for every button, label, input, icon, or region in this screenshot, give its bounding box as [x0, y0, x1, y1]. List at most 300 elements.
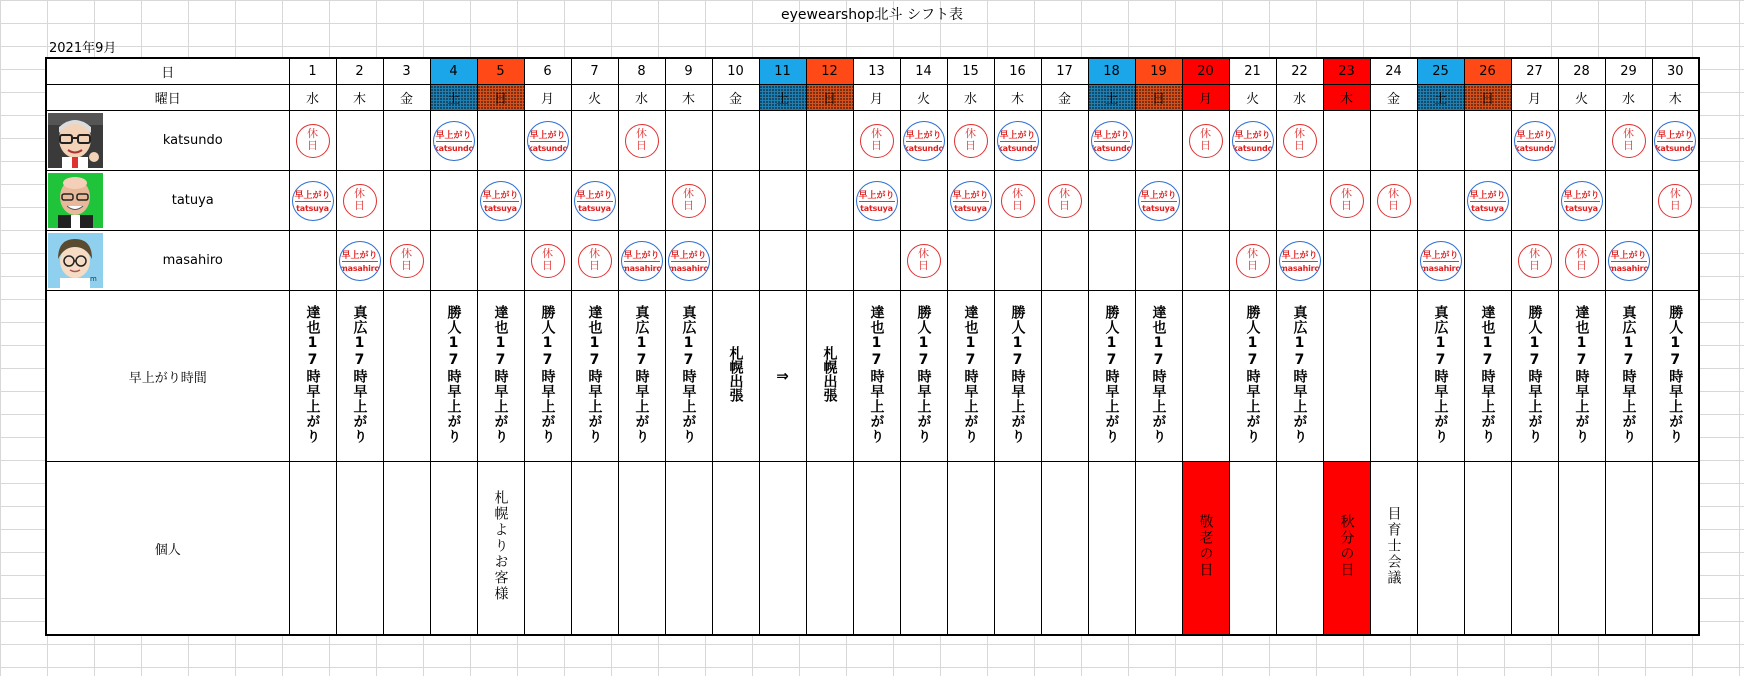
early-leave-text: 勝人17時早上がり	[1103, 304, 1120, 444]
stamp-text: 休	[354, 186, 365, 200]
early-leave-text: 達也17時早上がり	[304, 304, 321, 444]
shift-cell[interactable]	[947, 171, 994, 231]
shift-cell[interactable]	[947, 231, 994, 291]
date-cell-12[interactable]: 12	[806, 58, 853, 85]
date-cell-14[interactable]: 14	[900, 58, 947, 85]
shift-cell[interactable]	[1417, 231, 1464, 291]
date-cell-7[interactable]: 7	[571, 58, 618, 85]
shift-cell[interactable]	[383, 171, 430, 231]
stamp-text: 早上がり	[623, 250, 660, 261]
date-cell-27[interactable]: 27	[1511, 58, 1558, 85]
stamp-text: 日	[354, 198, 365, 212]
stamp-text: 日	[1341, 198, 1352, 212]
date-cell-25[interactable]: 25	[1417, 58, 1464, 85]
personal-cell[interactable]	[665, 462, 712, 636]
stamp-text: 休	[871, 126, 882, 140]
shift-cell[interactable]	[1323, 231, 1370, 291]
early-leave-cell[interactable]	[806, 291, 853, 462]
shift-cell[interactable]	[712, 171, 759, 231]
stamp-text: masahiro	[668, 263, 709, 273]
date-cell-3[interactable]: 3	[383, 58, 430, 85]
shift-cell[interactable]	[1464, 111, 1511, 171]
shift-cell[interactable]	[289, 231, 336, 291]
staff-label-tatuya[interactable]	[46, 171, 289, 231]
weekday-cell-2[interactable]: 木	[336, 85, 383, 111]
stamp-text: 休	[542, 246, 553, 260]
stamp-divider	[342, 261, 378, 262]
shift-cell[interactable]	[477, 231, 524, 291]
shift-cell[interactable]	[1370, 171, 1417, 231]
early-leave-cell[interactable]	[1464, 291, 1511, 462]
shift-cell[interactable]	[712, 111, 759, 171]
early-leave-stamp-icon	[997, 121, 1039, 161]
early-leave-cell[interactable]	[289, 291, 336, 462]
date-cell-22[interactable]: 22	[1276, 58, 1323, 85]
early-leave-stamp-icon	[480, 181, 522, 221]
date-cell-1[interactable]: 1	[289, 58, 336, 85]
weekday-cell-19[interactable]: 日	[1135, 85, 1182, 111]
shift-cell[interactable]	[665, 111, 712, 171]
shift-cell[interactable]	[900, 171, 947, 231]
stamp-text: 日	[965, 138, 976, 152]
early-leave-stamp-icon	[903, 121, 945, 161]
shift-cell[interactable]	[571, 111, 618, 171]
weekday-cell-27[interactable]: 月	[1511, 85, 1558, 111]
shift-cell[interactable]	[336, 171, 383, 231]
personal-cell[interactable]	[1323, 462, 1370, 636]
staff-name: katsundo	[162, 133, 223, 148]
shift-cell[interactable]	[1652, 111, 1699, 171]
personal-cell[interactable]	[900, 462, 947, 636]
personal-cell[interactable]	[1229, 462, 1276, 636]
personal-cell[interactable]	[759, 462, 806, 636]
date-cell-23[interactable]: 23	[1323, 58, 1370, 85]
early-leave-cell[interactable]	[853, 291, 900, 462]
date-cell-13[interactable]: 13	[853, 58, 900, 85]
date-cell-18[interactable]: 18	[1088, 58, 1135, 85]
date-cell-9[interactable]: 9	[665, 58, 712, 85]
weekday-cell-9[interactable]: 木	[665, 85, 712, 111]
personal-cell[interactable]	[994, 462, 1041, 636]
weekday-cell-5[interactable]: 日	[477, 85, 524, 111]
shift-cell[interactable]	[1511, 111, 1558, 171]
stamp-text: 休	[683, 186, 694, 200]
shift-cell[interactable]	[289, 111, 336, 171]
early-leave-cell[interactable]	[1417, 291, 1464, 462]
stamp-text: masahiro	[339, 263, 380, 273]
early-leave-text: 勝人17時早上がり	[1009, 304, 1026, 444]
early-leave-stamp-icon	[292, 181, 334, 221]
day-off-stamp-icon	[1283, 124, 1317, 158]
stamp-text: 日	[542, 258, 553, 272]
early-leave-cell[interactable]	[618, 291, 665, 462]
date-cell-10[interactable]: 10	[712, 58, 759, 85]
early-leave-cell[interactable]	[1652, 291, 1699, 462]
weekday-cell-28[interactable]: 火	[1558, 85, 1605, 111]
early-leave-cell[interactable]	[383, 291, 430, 462]
day-off-stamp-icon	[1330, 184, 1364, 218]
early-leave-cell[interactable]	[947, 291, 994, 462]
shift-cell[interactable]	[336, 231, 383, 291]
shift-cell[interactable]	[477, 171, 524, 231]
shift-cell[interactable]	[618, 171, 665, 231]
stamp-text: 休	[1623, 126, 1634, 140]
early-leave-cell[interactable]	[1605, 291, 1652, 462]
stamp-divider	[1282, 261, 1318, 262]
shift-cell[interactable]	[1605, 231, 1652, 291]
shift-cell[interactable]	[806, 111, 853, 171]
weekday-cell-15[interactable]: 水	[947, 85, 994, 111]
shift-cell[interactable]	[1558, 111, 1605, 171]
early-leave-cell[interactable]	[759, 291, 806, 462]
early-leave-cell[interactable]	[571, 291, 618, 462]
personal-cell[interactable]	[712, 462, 759, 636]
stamp-text: tatsuya	[1471, 203, 1504, 213]
day-off-stamp-icon	[390, 244, 424, 278]
weekday-cell-7[interactable]: 火	[571, 85, 618, 111]
shift-cell[interactable]	[571, 171, 618, 231]
early-leave-text: 達也17時早上がり	[962, 304, 979, 444]
date-cell-21[interactable]: 21	[1229, 58, 1276, 85]
personal-cell[interactable]	[1088, 462, 1135, 636]
shift-cell[interactable]	[1229, 171, 1276, 231]
shift-cell[interactable]	[1041, 111, 1088, 171]
weekday-cell-4[interactable]: 土	[430, 85, 477, 111]
early-leave-cell[interactable]	[994, 291, 1041, 462]
weekday-cell-17[interactable]: 金	[1041, 85, 1088, 111]
shift-cell[interactable]	[524, 171, 571, 231]
shift-cell[interactable]	[806, 171, 853, 231]
personal-cell[interactable]	[289, 462, 336, 636]
shift-cell[interactable]	[1464, 231, 1511, 291]
shift-cell[interactable]	[1323, 111, 1370, 171]
shift-cell[interactable]	[1182, 171, 1229, 231]
early-leave-cell[interactable]	[1370, 291, 1417, 462]
date-cell-5[interactable]: 5	[477, 58, 524, 85]
shift-cell[interactable]	[1135, 171, 1182, 231]
stamp-divider	[1470, 201, 1506, 202]
personal-cell[interactable]	[1605, 462, 1652, 636]
shift-cell[interactable]	[1135, 111, 1182, 171]
weekday-cell-26[interactable]: 日	[1464, 85, 1511, 111]
personal-cell[interactable]	[430, 462, 477, 636]
stamp-text: 休	[1200, 126, 1211, 140]
day-off-stamp-icon	[296, 124, 330, 158]
shift-cell[interactable]	[853, 171, 900, 231]
personal-cell[interactable]	[1417, 462, 1464, 636]
weekday-cell-12[interactable]: 日	[806, 85, 853, 111]
sheet-title: eyewearshop北斗 シフト表	[781, 7, 963, 23]
stamp-text: 日	[1294, 138, 1305, 152]
stamp-divider	[1564, 201, 1600, 202]
early-leave-cell[interactable]	[1511, 291, 1558, 462]
date-cell-2[interactable]: 2	[336, 58, 383, 85]
personal-cell[interactable]	[1182, 462, 1229, 636]
day-off-stamp-icon	[1189, 124, 1223, 158]
early-leave-cell[interactable]	[712, 291, 759, 462]
personal-text: 秋分の日	[1338, 514, 1355, 578]
stamp-divider	[1141, 201, 1177, 202]
stamp-text: 日	[1623, 138, 1634, 152]
date-cell-19[interactable]: 19	[1135, 58, 1182, 85]
shift-cell[interactable]	[1182, 111, 1229, 171]
shift-cell[interactable]	[994, 231, 1041, 291]
stamp-text: 休	[589, 246, 600, 260]
date-cell-20[interactable]: 20	[1182, 58, 1229, 85]
staff-label-katsundo[interactable]	[46, 111, 289, 171]
personal-cell[interactable]	[383, 462, 430, 636]
personal-cell[interactable]	[1135, 462, 1182, 636]
staff-name: tatuya	[171, 193, 214, 208]
personal-cell[interactable]	[477, 462, 524, 636]
shift-cell[interactable]	[1276, 171, 1323, 231]
shift-cell[interactable]	[806, 231, 853, 291]
shift-cell[interactable]	[1605, 111, 1652, 171]
shift-cell[interactable]	[1652, 171, 1699, 231]
stamp-text: 日	[636, 138, 647, 152]
early-leave-stamp-icon	[1608, 241, 1650, 281]
personal-cell[interactable]	[336, 462, 383, 636]
weekday-cell-25[interactable]: 土	[1417, 85, 1464, 111]
early-leave-cell[interactable]	[1276, 291, 1323, 462]
shift-cell[interactable]	[1041, 231, 1088, 291]
early-leave-text: 勝人17時早上がり	[1244, 304, 1261, 444]
weekday-cell-16[interactable]: 木	[994, 85, 1041, 111]
date-cell-15[interactable]: 15	[947, 58, 994, 85]
shift-cell[interactable]	[759, 231, 806, 291]
date-cell-11[interactable]: 11	[759, 58, 806, 85]
personal-cell[interactable]	[1558, 462, 1605, 636]
date-cell-6[interactable]: 6	[524, 58, 571, 85]
date-cell-17[interactable]: 17	[1041, 58, 1088, 85]
shift-cell[interactable]	[759, 171, 806, 231]
staff-label-masahiro[interactable]	[46, 231, 289, 291]
personal-cell[interactable]	[1464, 462, 1511, 636]
shift-cell[interactable]	[1088, 171, 1135, 231]
personal-cell[interactable]	[1276, 462, 1323, 636]
early-leave-cell[interactable]	[1323, 291, 1370, 462]
shift-cell[interactable]	[1135, 231, 1182, 291]
weekday-cell-10[interactable]: 金	[712, 85, 759, 111]
stamp-text: 日	[683, 198, 694, 212]
staff-row-tatuya	[46, 171, 1699, 231]
early-leave-cell[interactable]	[336, 291, 383, 462]
stamp-text: 早上がり	[529, 130, 566, 141]
stamp-text: tatsuya	[1142, 203, 1175, 213]
shift-cell[interactable]	[994, 171, 1041, 231]
early-leave-text: 勝人17時早上がり	[445, 304, 462, 444]
shift-cell[interactable]	[1370, 231, 1417, 291]
early-leave-cell[interactable]	[1135, 291, 1182, 462]
stamp-text: katsundo	[1655, 143, 1696, 153]
stamp-divider	[577, 201, 613, 202]
personal-cell[interactable]	[1652, 462, 1699, 636]
early-leave-stamp-icon	[668, 241, 710, 281]
stamp-text: tatsuya	[860, 203, 893, 213]
shift-cell[interactable]	[524, 231, 571, 291]
stamp-text: katsundo	[903, 143, 944, 153]
shift-cell[interactable]	[947, 111, 994, 171]
shift-cell[interactable]	[665, 231, 712, 291]
early-leave-text: 達也17時早上がり	[1150, 304, 1167, 444]
personal-cell[interactable]	[947, 462, 994, 636]
weekday-cell-11[interactable]: 土	[759, 85, 806, 111]
stamp-text: 休	[1576, 246, 1587, 260]
date-cell-4[interactable]: 4	[430, 58, 477, 85]
shift-cell[interactable]	[1088, 231, 1135, 291]
shift-cell[interactable]	[853, 111, 900, 171]
personal-cell[interactable]	[571, 462, 618, 636]
shift-cell[interactable]	[1464, 171, 1511, 231]
shift-cell[interactable]	[1417, 171, 1464, 231]
shift-cell[interactable]	[1182, 231, 1229, 291]
shift-cell[interactable]	[900, 111, 947, 171]
weekday-cell-14[interactable]: 火	[900, 85, 947, 111]
stamp-text: tatsuya	[296, 203, 329, 213]
early-leave-cell[interactable]	[1041, 291, 1088, 462]
shift-cell[interactable]	[1088, 111, 1135, 171]
day-off-stamp-icon	[907, 244, 941, 278]
shift-cell[interactable]	[289, 171, 336, 231]
weekday-header-label[interactable]: 曜日	[46, 85, 289, 111]
shift-cell[interactable]	[571, 231, 618, 291]
personal-label[interactable]: 個人	[46, 462, 289, 636]
weekday-cell-3[interactable]: 金	[383, 85, 430, 111]
stamp-text: 日	[307, 138, 318, 152]
weekday-cell-24[interactable]: 金	[1370, 85, 1417, 111]
shift-cell[interactable]	[383, 111, 430, 171]
shift-cell[interactable]	[1323, 171, 1370, 231]
shift-cell[interactable]	[759, 111, 806, 171]
stamp-text: 休	[918, 246, 929, 260]
shift-cell[interactable]	[430, 171, 477, 231]
stamp-text: 早上がり	[1140, 190, 1177, 201]
date-cell-29[interactable]: 29	[1605, 58, 1652, 85]
shift-cell[interactable]	[1417, 111, 1464, 171]
shift-cell[interactable]	[665, 171, 712, 231]
weekday-cell-30[interactable]: 木	[1652, 85, 1699, 111]
early-leave-text: 真広17時早上がり	[1291, 304, 1308, 444]
shift-cell[interactable]	[1229, 111, 1276, 171]
shift-cell[interactable]	[994, 111, 1041, 171]
stamp-text: 早上がり	[999, 130, 1036, 141]
early-leave-row	[46, 291, 1699, 462]
personal-cell[interactable]	[1511, 462, 1558, 636]
weekday-cell-8[interactable]: 水	[618, 85, 665, 111]
shift-cell[interactable]	[618, 231, 665, 291]
early-leave-cell[interactable]	[1088, 291, 1135, 462]
shift-cell[interactable]	[1041, 171, 1088, 231]
stamp-text: 早上がり	[1610, 250, 1647, 261]
early-leave-cell[interactable]	[1182, 291, 1229, 462]
early-leave-label[interactable]: 早上がり時間	[46, 291, 289, 462]
early-leave-stamp-icon	[527, 121, 569, 161]
weekday-cell-20[interactable]: 月	[1182, 85, 1229, 111]
early-leave-cell[interactable]	[900, 291, 947, 462]
date-cell-28[interactable]: 28	[1558, 58, 1605, 85]
weekday-cell-1[interactable]: 水	[289, 85, 336, 111]
personal-cell[interactable]	[1041, 462, 1088, 636]
stamp-text: 早上がり	[670, 250, 707, 261]
early-leave-cell[interactable]	[477, 291, 524, 462]
stamp-text: katsundo	[1091, 143, 1132, 153]
early-leave-text: 達也17時早上がり	[586, 304, 603, 444]
weekday-cell-18[interactable]: 土	[1088, 85, 1135, 111]
personal-cell[interactable]	[524, 462, 571, 636]
shift-cell[interactable]	[430, 111, 477, 171]
early-leave-text: ⇒	[776, 367, 789, 385]
shift-cell[interactable]	[1511, 231, 1558, 291]
early-leave-cell[interactable]	[1558, 291, 1605, 462]
shift-cell[interactable]	[1276, 231, 1323, 291]
shift-cell[interactable]	[712, 231, 759, 291]
shift-cell[interactable]	[1276, 111, 1323, 171]
shift-cell[interactable]	[430, 231, 477, 291]
date-header-label[interactable]: 日	[46, 58, 289, 85]
shift-cell[interactable]	[524, 111, 571, 171]
personal-cell[interactable]	[1370, 462, 1417, 636]
stamp-divider	[906, 141, 942, 142]
early-leave-cell[interactable]	[430, 291, 477, 462]
stamp-divider	[859, 201, 895, 202]
shift-cell[interactable]	[1652, 231, 1699, 291]
shift-cell[interactable]	[383, 231, 430, 291]
day-off-stamp-icon	[1048, 184, 1082, 218]
early-leave-cell[interactable]	[524, 291, 571, 462]
stamp-text: 休	[401, 246, 412, 260]
shift-cell[interactable]	[1370, 111, 1417, 171]
early-leave-cell[interactable]	[665, 291, 712, 462]
shift-cell[interactable]	[336, 111, 383, 171]
weekday-cell-22[interactable]: 水	[1276, 85, 1323, 111]
stamp-text: 早上がり	[905, 130, 942, 141]
shift-cell[interactable]	[1229, 231, 1276, 291]
early-leave-text: 真広17時早上がり	[633, 304, 650, 444]
stamp-text: 日	[1388, 198, 1399, 212]
date-cell-26[interactable]: 26	[1464, 58, 1511, 85]
personal-cell[interactable]	[618, 462, 665, 636]
personal-cell[interactable]	[806, 462, 853, 636]
shift-cell[interactable]	[1558, 171, 1605, 231]
stamp-text: 早上がり	[858, 190, 895, 201]
shift-cell[interactable]	[1558, 231, 1605, 291]
date-cell-8[interactable]: 8	[618, 58, 665, 85]
date-cell-16[interactable]: 16	[994, 58, 1041, 85]
date-cell-30[interactable]: 30	[1652, 58, 1699, 85]
weekday-cell-13[interactable]: 月	[853, 85, 900, 111]
early-leave-stamp-icon	[1561, 181, 1603, 221]
shift-cell[interactable]	[1605, 171, 1652, 231]
weekday-cell-6[interactable]: 月	[524, 85, 571, 111]
early-leave-text: 真広17時早上がり	[351, 304, 368, 444]
shift-cell[interactable]	[853, 231, 900, 291]
weekday-cell-29[interactable]: 水	[1605, 85, 1652, 111]
stamp-text: 日	[918, 258, 929, 272]
stamp-divider	[1000, 141, 1036, 142]
early-leave-stamp-icon	[339, 241, 381, 281]
shift-cell[interactable]	[900, 231, 947, 291]
weekday-cell-23[interactable]: 木	[1323, 85, 1370, 111]
early-leave-text: 勝人17時早上がり	[915, 304, 932, 444]
shift-cell[interactable]	[1511, 171, 1558, 231]
personal-cell[interactable]	[853, 462, 900, 636]
date-cell-24[interactable]: 24	[1370, 58, 1417, 85]
shift-cell[interactable]	[618, 111, 665, 171]
stamp-text: 日	[1200, 138, 1211, 152]
weekday-cell-21[interactable]: 火	[1229, 85, 1276, 111]
early-leave-cell[interactable]	[1229, 291, 1276, 462]
shift-cell[interactable]	[477, 111, 524, 171]
